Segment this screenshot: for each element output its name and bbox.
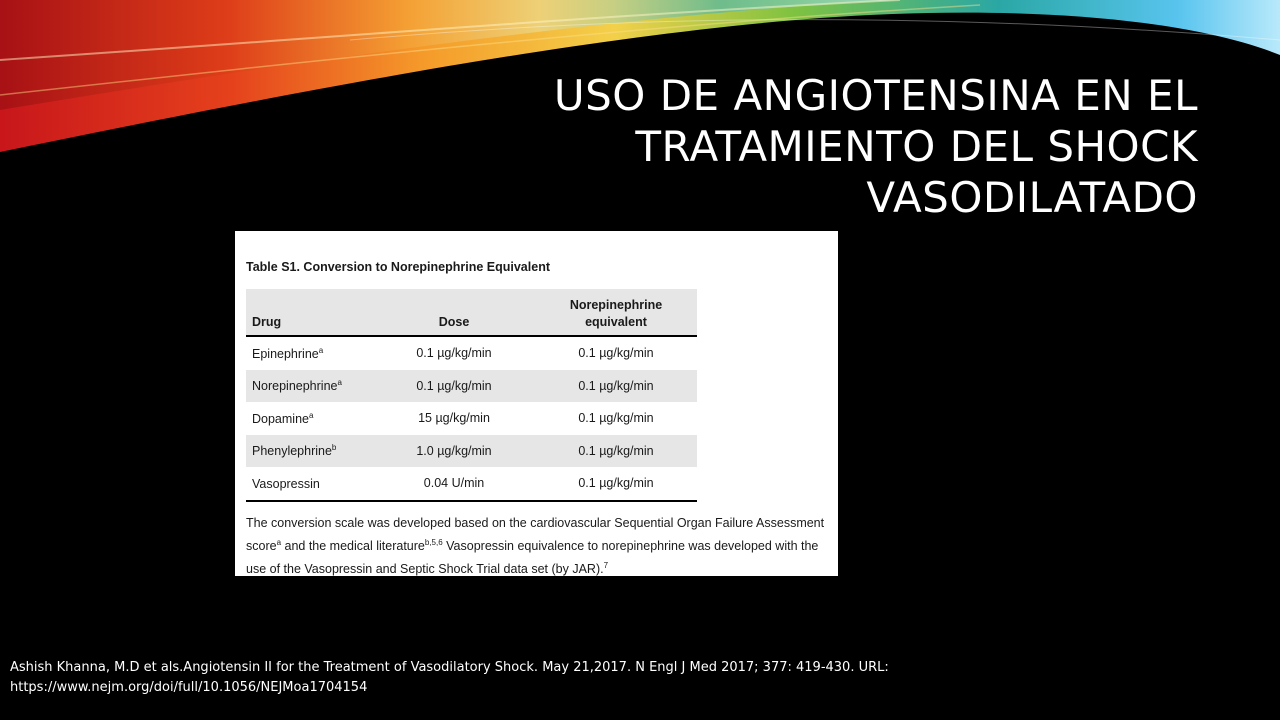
drug-name: Phenylephrine (252, 444, 332, 459)
footnote-superscript: b,5,6 (424, 538, 443, 547)
conversion-table (246, 289, 697, 502)
title-line: TRATAMIENTO DEL SHOCK (635, 122, 1198, 171)
header-ne-line1: Norepinephrine (569, 298, 663, 312)
cell-dose: 15 µg/kg/min (418, 411, 490, 426)
drug-superscript: a (318, 345, 324, 355)
table-row (246, 370, 697, 403)
header-ne-equivalent (535, 289, 697, 336)
cell-drug (246, 467, 373, 501)
title-line: USO DE ANGIOTENSINA EN EL (553, 71, 1198, 120)
header-dose: Dose (373, 289, 535, 336)
cell-drug (246, 402, 373, 435)
citation-url: https://www.nejm.org/doi/full/10.1056/NEJMoa1704154 (10, 680, 368, 695)
citation (10, 658, 1260, 698)
table-row (246, 336, 697, 370)
cell-ne: 0.1 µg/kg/min (535, 467, 697, 501)
cell-dose: 0.04 U/min (373, 467, 535, 501)
drug-name: Norepinephrine (252, 379, 338, 394)
header-drug: Drug (246, 289, 373, 336)
table-row (246, 402, 697, 435)
table-footnote (246, 513, 836, 579)
cell-drug (246, 336, 373, 370)
cell-ne: 0.1 µg/kg/min (578, 346, 654, 361)
drug-name: Dopamine (252, 411, 309, 426)
drug-superscript: b (331, 443, 337, 453)
cell-ne: 0.1 µg/kg/min (535, 370, 697, 403)
title-line: VASODILATADO (866, 173, 1198, 222)
footnote-text: Vasopressin equivalence to norepinephrine was developed with the use of the Vasopressin and Septic Shock Trial data set (by JAR). (246, 539, 819, 577)
cell-drug (246, 435, 373, 468)
footnote-text: and the medical literature (281, 539, 425, 554)
table-figure-image (235, 231, 838, 576)
header-ne-line2: equivalent (585, 315, 647, 329)
cell-ne: 0.1 µg/kg/min (578, 411, 654, 426)
footnote-superscript: a (276, 538, 282, 547)
footnote-text: The conversion scale was developed based on the cardiovascular Sequential Organ Failure Assessment score (246, 516, 825, 554)
drug-name: Vasopressin (252, 476, 320, 491)
cell-dose: 0.1 µg/kg/min (373, 370, 535, 403)
cell-ne: 0.1 µg/kg/min (535, 435, 697, 468)
table-row (246, 435, 697, 468)
drug-superscript: a (308, 410, 314, 420)
citation-line: Ashish Khanna, M.D et als.Angiotensin II for the Treatment of Vasodilatory Shock. May 21,2017. N Engl J Med 2017; 377: 419-430. URL: (10, 660, 889, 675)
table-header-row (246, 289, 697, 336)
cell-dose: 0.1 µg/kg/min (416, 346, 492, 361)
drug-name: Epinephrine (252, 346, 319, 361)
cell-dose: 1.0 µg/kg/min (373, 435, 535, 468)
table-caption: Table S1. Conversion to Norepinephrine Equivalent (246, 260, 550, 274)
table-row (246, 467, 697, 501)
slide-title (438, 70, 1198, 223)
cell-drug (246, 370, 373, 403)
drug-superscript: a (337, 378, 342, 388)
footnote-superscript: 7 (603, 561, 609, 571)
